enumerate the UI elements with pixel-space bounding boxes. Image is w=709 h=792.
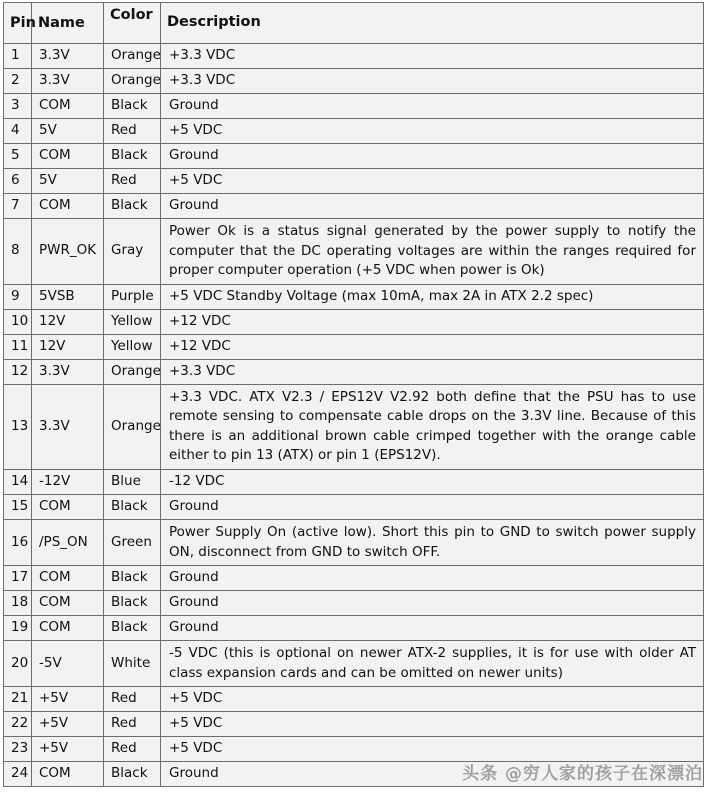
column-header-description-label: Description (167, 14, 261, 31)
table-row (4, 69, 704, 94)
cell-color-text: Gray (111, 242, 144, 259)
cell-name (32, 309, 104, 334)
cell-pin (4, 69, 32, 94)
cell-pin (4, 384, 32, 469)
cell-description (161, 712, 704, 737)
cell-pin-text: 10 (11, 312, 29, 329)
cell-color-text: Black (111, 619, 148, 636)
cell-pin-text: 7 (11, 197, 20, 214)
cell-name-text: 3.3V (39, 417, 70, 434)
cell-description-text: Power Ok is a status signal generated by the power supply to notify the computer that the DC operating voltages are within the ranges required for proper computer operation (+5 VDC when power is Ok) (169, 223, 696, 279)
cell-name-text: COM (39, 197, 71, 214)
cell-pin (4, 334, 32, 359)
cell-description-text: +3.3 VDC. ATX V2.3 / EPS12V V2.92 both define that the PSU has to use remote sensing to compensate cable drops on the 3.3V line. Because of this there is an additional brown cable crimped together with the orange cable either to pin 13 (ATX) or pin 1 (EPS12V). (169, 388, 696, 464)
cell-name (32, 44, 104, 69)
cell-color (104, 687, 161, 712)
cell-description-text: +12 VDC (169, 337, 231, 354)
cell-description-text: -12 VDC (169, 473, 225, 490)
cell-description-text: +5 VDC (169, 715, 223, 732)
cell-color (104, 194, 161, 219)
table-row (4, 737, 704, 762)
table-header (4, 3, 704, 44)
cell-color (104, 566, 161, 591)
cell-pin (4, 494, 32, 519)
cell-pin-text: 2 (11, 72, 20, 89)
cell-pin-text: 4 (11, 122, 20, 139)
cell-pin-text: 15 (11, 498, 29, 515)
table-row (4, 144, 704, 169)
cell-pin (4, 566, 32, 591)
cell-color-text: Red (111, 122, 137, 139)
cell-description-text: +12 VDC (169, 312, 231, 329)
cell-name (32, 641, 104, 687)
cell-color (104, 144, 161, 169)
table-row (4, 359, 704, 384)
cell-description (161, 566, 704, 591)
cell-color (104, 737, 161, 762)
cell-pin (4, 309, 32, 334)
cell-color (104, 284, 161, 309)
cell-pin-text: 18 (11, 594, 29, 611)
cell-pin-text: 23 (11, 740, 29, 757)
cell-name (32, 94, 104, 119)
table-row (4, 44, 704, 69)
cell-description-text: +3.3 VDC (169, 72, 236, 89)
cell-name (32, 494, 104, 519)
cell-description-text: +5 VDC (169, 172, 223, 189)
cell-name-text: COM (39, 765, 71, 782)
cell-description-text: +3.3 VDC (169, 362, 236, 379)
cell-color-text: Orange (111, 47, 161, 64)
table-row (4, 194, 704, 219)
cell-description-text: Ground (169, 619, 219, 636)
cell-name-text: COM (39, 97, 71, 114)
cell-description-text: Ground (169, 97, 219, 114)
cell-name-text: +5V (39, 740, 69, 757)
cell-pin-text: 5 (11, 147, 20, 164)
table-row (4, 687, 704, 712)
cell-color (104, 44, 161, 69)
cell-name-text: PWR_OK (39, 242, 97, 259)
cell-name (32, 334, 104, 359)
cell-color-text: White (111, 654, 151, 671)
cell-description (161, 194, 704, 219)
cell-name (32, 119, 104, 144)
cell-color-text: Orange (111, 72, 161, 89)
table-row (4, 219, 704, 285)
cell-pin-text: 20 (11, 654, 29, 671)
cell-color (104, 384, 161, 469)
cell-description (161, 641, 704, 687)
cell-name (32, 469, 104, 494)
cell-color (104, 641, 161, 687)
cell-name (32, 616, 104, 641)
cell-pin (4, 219, 32, 285)
cell-pin-text: 16 (11, 533, 29, 550)
cell-color-text: Black (111, 147, 148, 164)
cell-pin (4, 687, 32, 712)
cell-pin-text: 1 (11, 47, 20, 64)
cell-pin (4, 712, 32, 737)
cell-color-text: Black (111, 498, 148, 515)
cell-name-text: COM (39, 498, 71, 515)
cell-color-text: Blue (111, 473, 141, 490)
table-row (4, 119, 704, 144)
cell-color (104, 519, 161, 565)
cell-description (161, 762, 704, 787)
cell-pin-text: 17 (11, 569, 29, 586)
cell-description (161, 44, 704, 69)
cell-name (32, 284, 104, 309)
cell-pin-text: 8 (11, 242, 20, 259)
cell-name (32, 194, 104, 219)
table-row (4, 712, 704, 737)
cell-description (161, 359, 704, 384)
table-row (4, 284, 704, 309)
cell-pin-text: 12 (11, 362, 29, 379)
cell-color-text: Black (111, 197, 148, 214)
cell-name-text: COM (39, 594, 71, 611)
cell-color-text: Red (111, 740, 137, 757)
cell-color-text: Red (111, 690, 137, 707)
cell-description (161, 144, 704, 169)
cell-description (161, 334, 704, 359)
cell-color-text: Orange (111, 362, 161, 379)
cell-name (32, 519, 104, 565)
cell-pin (4, 519, 32, 565)
cell-color (104, 494, 161, 519)
cell-description (161, 616, 704, 641)
cell-pin (4, 44, 32, 69)
table-row (4, 566, 704, 591)
cell-pin-text: 6 (11, 172, 20, 189)
cell-description (161, 69, 704, 94)
cell-color-text: Red (111, 715, 137, 732)
cell-name-text: 3.3V (39, 72, 70, 89)
cell-pin-text: 13 (11, 417, 29, 434)
cell-description-text: Ground (169, 147, 219, 164)
cell-description-text: Ground (169, 594, 219, 611)
cell-color-text: Black (111, 569, 148, 586)
cell-pin-text: 21 (11, 690, 29, 707)
cell-color-text: Black (111, 97, 148, 114)
atx-pinout-table (3, 2, 704, 787)
cell-color (104, 712, 161, 737)
cell-name-text: 3.3V (39, 47, 70, 64)
cell-color (104, 219, 161, 285)
cell-color (104, 591, 161, 616)
cell-name-text: 12V (39, 337, 66, 354)
cell-pin-text: 24 (11, 765, 29, 782)
cell-color-text: Purple (111, 287, 154, 304)
cell-description (161, 494, 704, 519)
table-row (4, 384, 704, 469)
cell-name-text: 5V (39, 122, 57, 139)
cell-pin (4, 359, 32, 384)
cell-description (161, 687, 704, 712)
cell-color (104, 359, 161, 384)
column-header-name (32, 3, 104, 44)
table-row (4, 519, 704, 565)
cell-pin (4, 641, 32, 687)
cell-description-text: Ground (169, 197, 219, 214)
table-row (4, 469, 704, 494)
cell-description (161, 591, 704, 616)
column-header-description (161, 3, 704, 44)
cell-name (32, 219, 104, 285)
cell-description (161, 309, 704, 334)
cell-description-text: +5 VDC (169, 690, 223, 707)
watermark: 头条 @穷人家的孩子在深漂泊 (462, 764, 703, 784)
cell-description (161, 284, 704, 309)
cell-name-text: -12V (39, 473, 71, 490)
cell-name (32, 566, 104, 591)
cell-name-text: 3.3V (39, 362, 70, 379)
cell-name-text: /PS_ON (39, 533, 88, 550)
table-row (4, 591, 704, 616)
cell-description-text: Power Supply On (active low). Short this pin to GND to switch power supply ON, disconnect from GND to switch OFF. (169, 523, 696, 560)
column-header-name-label: Name (38, 15, 85, 32)
cell-pin (4, 119, 32, 144)
cell-name-text: COM (39, 147, 71, 164)
cell-name-text: +5V (39, 715, 69, 732)
cell-description (161, 119, 704, 144)
cell-name-text: COM (39, 619, 71, 636)
cell-description (161, 94, 704, 119)
cell-pin (4, 469, 32, 494)
cell-name-text: 12V (39, 312, 66, 329)
cell-description (161, 219, 704, 285)
table-body (4, 44, 704, 787)
cell-description (161, 737, 704, 762)
cell-name (32, 712, 104, 737)
cell-pin (4, 284, 32, 309)
cell-color (104, 616, 161, 641)
cell-description-text: +5 VDC (169, 122, 223, 139)
cell-color (104, 69, 161, 94)
cell-name-text: -5V (39, 654, 62, 671)
cell-pin-text: 3 (11, 97, 20, 114)
cell-description (161, 469, 704, 494)
table-row (4, 494, 704, 519)
cell-pin (4, 144, 32, 169)
cell-name-text: +5V (39, 690, 69, 707)
cell-description-text: Ground (169, 498, 219, 515)
cell-color (104, 94, 161, 119)
cell-color-text: Black (111, 594, 148, 611)
cell-name-text: 5VSB (39, 287, 75, 304)
table-header-row (4, 3, 704, 44)
cell-name (32, 591, 104, 616)
cell-name-text: COM (39, 569, 71, 586)
table-row (4, 94, 704, 119)
cell-color-text: Black (111, 765, 148, 782)
cell-color (104, 309, 161, 334)
table-row (4, 169, 704, 194)
cell-pin (4, 94, 32, 119)
column-header-pin (4, 3, 36, 44)
column-header-color-label: Color (110, 7, 153, 24)
cell-description (161, 384, 704, 469)
cell-description-text: +5 VDC (169, 740, 223, 757)
cell-pin (4, 762, 32, 787)
cell-name (32, 144, 104, 169)
cell-pin (4, 194, 32, 219)
cell-pin (4, 591, 32, 616)
table-row (4, 641, 704, 687)
cell-color-text: Yellow (111, 337, 153, 354)
cell-color (104, 334, 161, 359)
cell-pin (4, 169, 32, 194)
column-header-color (104, 3, 161, 44)
cell-color-text: Orange (111, 417, 161, 434)
cell-name (32, 169, 104, 194)
column-header-pin-label: Pin (10, 15, 36, 32)
table-row (4, 616, 704, 641)
cell-color-text: Yellow (111, 312, 153, 329)
cell-pin-text: 9 (11, 287, 20, 304)
table-row (4, 309, 704, 334)
cell-color (104, 119, 161, 144)
cell-color (104, 762, 161, 787)
table-row (4, 334, 704, 359)
cell-pin-text: 22 (11, 715, 29, 732)
cell-pin-text: 19 (11, 619, 29, 636)
cell-name (32, 762, 104, 787)
cell-description (161, 169, 704, 194)
cell-pin (4, 616, 32, 641)
cell-name (32, 384, 104, 469)
cell-name (32, 687, 104, 712)
cell-color (104, 169, 161, 194)
cell-color-text: Green (111, 533, 152, 550)
cell-name (32, 359, 104, 384)
cell-description-text: +5 VDC Standby Voltage (max 10mA, max 2A in ATX 2.2 spec) (169, 287, 594, 304)
cell-name-text: 5V (39, 172, 57, 189)
table-row (4, 762, 704, 787)
cell-name (32, 69, 104, 94)
cell-color (104, 469, 161, 494)
cell-name (32, 737, 104, 762)
cell-description-text: Ground (169, 569, 219, 586)
cell-description (161, 519, 704, 565)
cell-description-text: +3.3 VDC (169, 47, 236, 64)
cell-pin-text: 14 (11, 473, 29, 490)
cell-pin-text: 11 (11, 337, 29, 354)
cell-color-text: Red (111, 172, 137, 189)
cell-description-text: -5 VDC (this is optional on newer ATX-2 supplies, it is for use with older AT class expansion cards and can be omitted on newer units) (169, 645, 696, 681)
cell-description-text: Ground (169, 765, 219, 782)
cell-pin (4, 737, 32, 762)
